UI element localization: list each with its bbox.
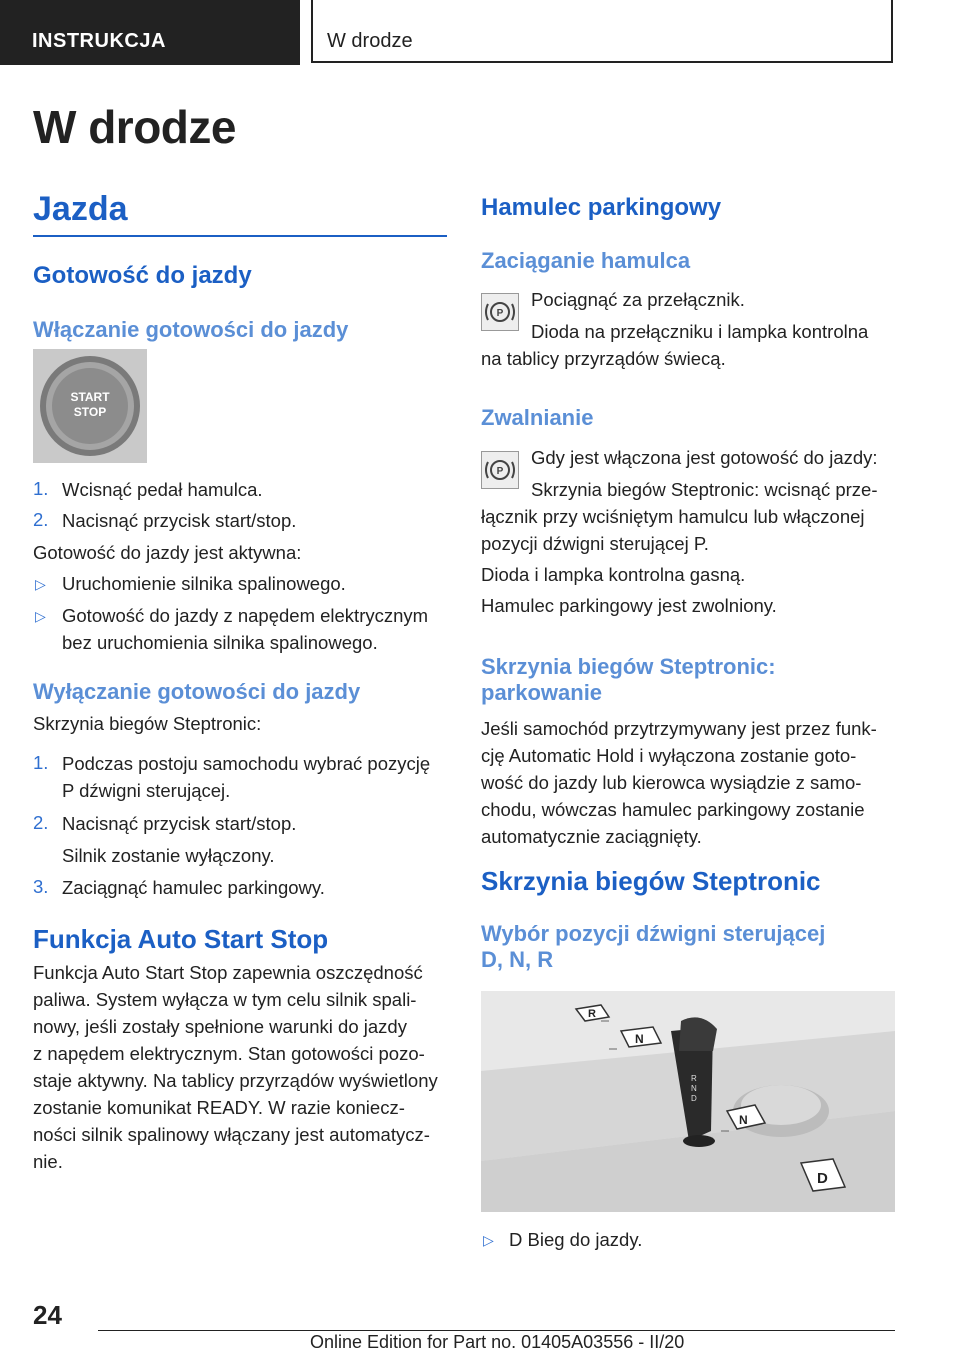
heading-parking [481,654,776,707]
step-text: P dźwigni sterującej. [62,780,231,801]
heading-line: Skrzynia biegów Steptronic: [481,654,776,679]
heading-steptronic: Skrzynia biegów Steptronic [481,866,821,896]
start-stop-button-image [33,349,147,463]
svg-text:P: P [496,308,504,319]
footer-edition: Online Edition for Part no. 01405A03556 - II/20 [310,1332,685,1352]
gear-r-label: R [588,1008,596,1020]
section-tab: INSTRUKCJA [0,0,300,65]
svg-text:R: R [691,1074,697,1083]
triangle-bullet-icon: ▷ [35,576,46,592]
heading-ready: Gotowość do jazdy [33,262,252,289]
heading-jazda: Jazda [33,190,128,228]
paragraph: Hamulec parkingowy jest zwolniony. [481,595,777,616]
gear-lever-drawing [481,991,895,1212]
step-number: 1. [33,752,49,773]
heading-ready-off: Wyłączanie gotowości do jazdy [33,679,361,704]
paragraph-line: paliwa. System wyłącza w tym celu silnik spali- [33,989,417,1010]
heading-apply-brake: Zaciąganie hamulca [481,248,691,273]
bullet-text: D Bieg do jazdy. [509,1229,643,1250]
paragraph: Gotowość do jazdy jest aktywna: [33,542,302,563]
bullet-text: Uruchomienie silnika spalinowego. [62,573,346,594]
gear-n2-label: N [739,1113,748,1127]
step-number: 2. [33,812,49,833]
paragraph: na tablicy przyrządów świecą. [481,348,726,369]
start-label: START [70,390,110,404]
paragraph: łącznik przy wciśniętym hamulcu lub włączonej [481,506,865,527]
parking-brake-icon [481,293,519,331]
paragraph-line: z napędem elektrycznym. Stan gotowości pozo- [33,1043,425,1064]
paragraph-line: Funkcja Auto Start Stop zapewnia oszczędność [33,962,423,983]
page-number: 24 [33,1300,62,1330]
triangle-bullet-icon: ▷ [483,1232,494,1248]
svg-text:D: D [691,1094,697,1103]
triangle-bullet-icon: ▷ [35,608,46,624]
heading-rule [33,235,447,237]
step-text: Wcisnąć pedał hamulca. [62,479,263,500]
paragraph-line: nie. [33,1151,63,1172]
bullet-text: Gotowość do jazdy z napędem elektrycznym [62,605,429,626]
heading-release: Zwalnianie [481,405,594,430]
chapter-tab: W drodze [311,0,893,63]
paragraph-line: chodu, wówczas hamulec parkingowy zostanie [481,799,865,820]
page-title: W drodze [33,101,236,153]
parking-paragraph [481,715,901,850]
heading-line: parkowanie [481,680,603,706]
heading-line: D, N, R [481,947,554,973]
paragraph-line: wość do jazdy lub kierowca wysiądzie z samo- [481,772,862,793]
step-text: Zaciągnąć hamulec parkingowy. [62,877,325,898]
step-number: 2. [33,509,49,530]
paragraph-line: staje aktywny. Na tablicy przyrządów wyświetlony [33,1070,438,1091]
paragraph: Skrzynia biegów Steptronic: [33,713,262,734]
heading-line: Wybór pozycji dźwigni sterującej [481,921,826,946]
paragraph-line: automatycznie zaciągnięty. [481,826,702,847]
heading-auto-start-stop: Funkcja Auto Start Stop [33,924,329,954]
paragraph: Dioda i lampka kontrolna gasną. [481,564,746,585]
step-number: 1. [33,478,49,499]
paragraph: pozycji dźwigni sterującej P. [481,533,709,554]
step-text: Silnik zostanie wyłączony. [62,845,275,866]
step-text: Nacisnąć przycisk start/stop. [62,510,297,531]
paragraph-line: zostanie komunikat READY. W razie koniecz- [33,1097,405,1118]
step-number: 3. [33,876,49,897]
paragraph-line: ności silnik spalinowy włączany jest automatycz- [33,1124,430,1145]
svg-text:N: N [691,1084,697,1093]
gear-d-label: D [817,1170,828,1187]
heading-parking-brake: Hamulec parkingowy [481,194,722,221]
heading-select [481,921,825,974]
svg-text:P: P [496,466,504,477]
step-text: Podczas postoju samochodu wybrać pozycję [62,753,431,774]
paragraph-line: Jeśli samochód przytrzymywany jest przez funk- [481,718,877,739]
gear-n-label: N [635,1032,644,1046]
paragraph: Dioda na przełączniku i lampka kontrolna [531,321,869,342]
paragraph: Pociągnąć za przełącznik. [531,289,745,310]
parking-brake-icon [481,451,519,489]
footer-rule [98,1330,895,1331]
paragraph-line: cję Automatic Hold i wyłączona zostanie goto- [481,745,857,766]
step-text: Nacisnąć przycisk start/stop. [62,813,297,834]
start-stop-icon [33,349,147,463]
gear-selector-illustration [481,991,895,1212]
paragraph: Gdy jest włączona jest gotowość do jazdy: [531,447,878,468]
stop-label: STOP [73,405,107,419]
paragraph: Skrzynia biegów Steptronic: wcisnąć prze- [531,479,878,500]
heading-ready-on: Włączanie gotowości do jazdy [33,317,349,342]
bullet-text: bez uruchomienia silnika spalinowego. [62,632,378,653]
paragraph-line: nowy, jeśli zostały spełnione warunki do jazdy [33,1016,407,1037]
auto-paragraph [33,959,453,1175]
